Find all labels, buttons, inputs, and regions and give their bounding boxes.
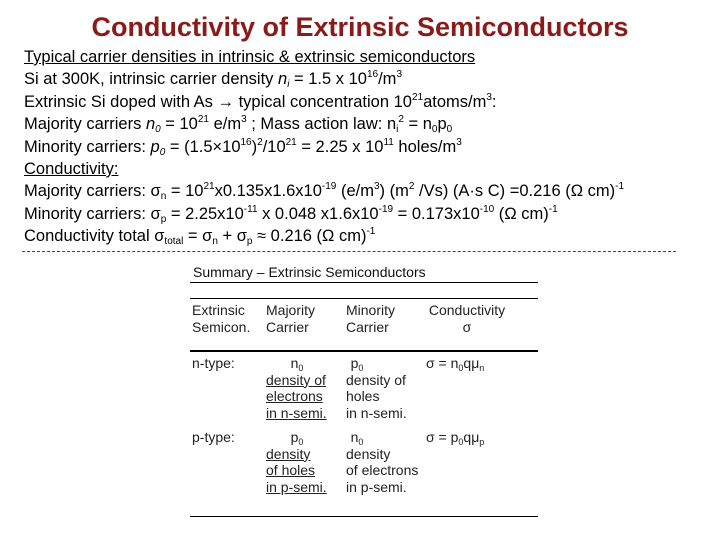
minority-carriers-line: Minority carriers: $p_0 = (1.5\times 10^{16})^2/10^{21} = 2.25$ x $10^{11}$ holes/$m^3$ xyxy=(24,136,462,158)
majority-carriers-line: Majority carriers $n_0 = 10^{21}$ $e/m^3$ ; Mass action law: $n_i^2 = n_0p_0$ xyxy=(24,114,453,136)
header-bottom-rule xyxy=(190,350,538,352)
heading-line: Typical carrier densities in intrinsic & extrinsic semiconductors xyxy=(24,48,476,66)
ntype-conductivity: $\sigma = n_0q\mu_n$ xyxy=(426,355,485,373)
slide-body xyxy=(24,46,704,248)
ptype-minority: $n_0$ density of electrons in p-semi. xyxy=(346,429,419,495)
summary-title: Summary – Extrinsic Semiconductors xyxy=(193,264,426,280)
summary-top-rule xyxy=(190,282,538,283)
total-conductivity-line: Conductivity total $\sigma_{total} = \sigma_n + \sigma_p \approx 0.216$ (Ω cm)$^{-1}$ xyxy=(24,226,376,248)
ntype-majority: $n_0$ density of electrons in n-semi. xyxy=(266,355,327,421)
ptype-label: p-type: xyxy=(192,429,235,445)
minority-conductivity-line: Minority carriers: $\sigma_p = 2.25x10^{-11}$ x 0.048 $x1.6x10^{-19} = 0.173x10^{-10}$ (Ω cm)$^{-1}$ xyxy=(24,203,558,225)
header-extrinsic-semicon: Extrinsic Semicon. xyxy=(192,302,251,335)
dashed-separator xyxy=(22,251,676,252)
intrinsic-density-line: Si at 300K, intrinsic carrier density $n_i = 1.5$ x $10^{16}/m^3$ xyxy=(24,69,402,91)
summary-panel xyxy=(190,262,540,524)
header-majority-carrier: Majority Carrier xyxy=(266,302,316,335)
ptype-conductivity: $\sigma = p_0q\mu_p$ xyxy=(426,429,485,447)
conductivity-heading: Conductivity: xyxy=(24,160,119,179)
ptype-majority: $p_0$ density of holes in p-semi. xyxy=(266,429,327,495)
header-conductivity: Conductivity σ xyxy=(428,302,506,335)
header-minority-carrier: Minority Carrier xyxy=(346,302,396,335)
doping-line: Extrinsic Si doped with As → typical concentration $10^{21}atoms/m^3$: xyxy=(24,91,497,111)
summary-bottom-rule xyxy=(190,516,538,517)
majority-conductivity-line: Majority carriers: $\sigma_n = 10^{21}x0.135x1.6x10^{-19}$ $(e/m^3)$ ($m^2$ /Vs) (A·s C) =0.216 (Ω cm)$^{-1}$ xyxy=(24,181,625,203)
header-top-rule xyxy=(190,298,538,299)
ntype-minority: $p_0$ density of holes in n-semi. xyxy=(346,355,407,421)
ntype-label: n-type: xyxy=(192,355,235,371)
slide-title: Conductivity of Extrinsic Semiconductors xyxy=(91,12,629,42)
